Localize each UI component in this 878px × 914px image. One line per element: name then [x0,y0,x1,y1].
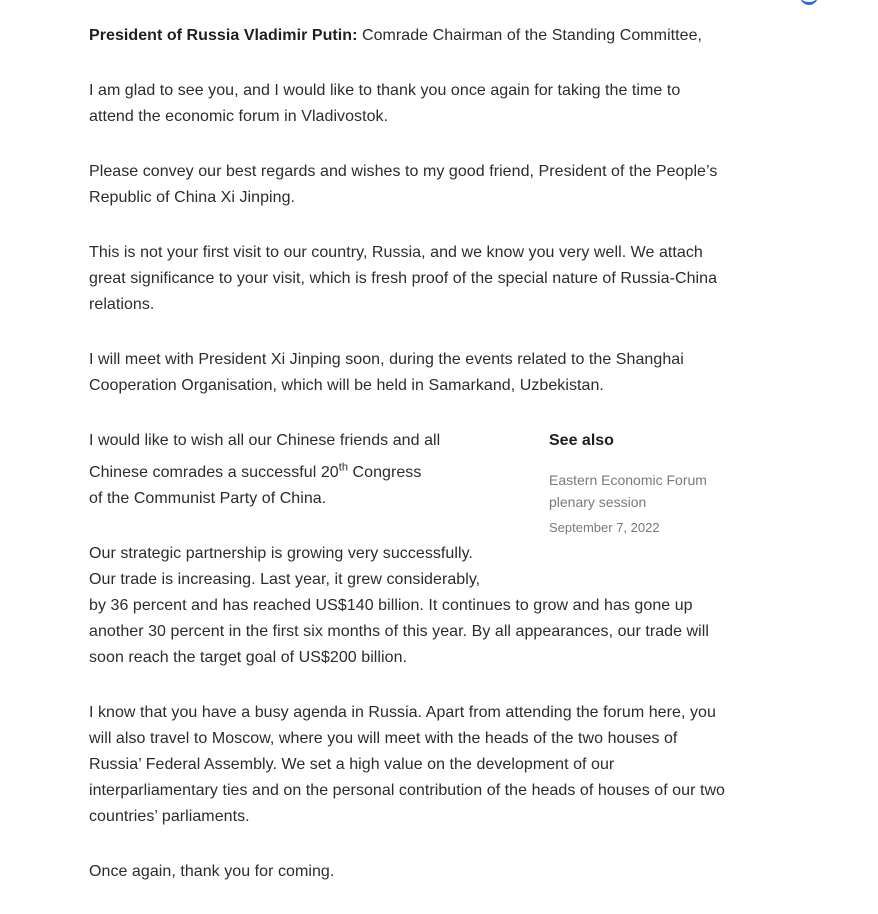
transcript-paragraph: Once again, thank you for coming. [89,863,335,880]
transcript-paragraph [89,541,734,671]
paragraph-text: Comrade Chairman of the Standing Committee, [357,27,703,44]
paragraph-text: Congress [348,464,422,481]
transcript-paragraph: This is not your first visit to our country, Russia, and we know you very well. We attach great significance to your visit, which is fresh proof of the special nature of Russia-China relations. [89,244,718,313]
transcript-paragraph: I am glad to see you, and I would like to thank you once again for taking the time to attend the economic forum in Vladivostok. [89,82,681,125]
paragraph-text: by 36 percent and has reached US$140 billion. It continues to grow and has gone up another 30 percent in the first six months of this year. By all appearances, our trade will soon reach the target goal of US$200 billion. [89,597,709,666]
loading-arc-icon [800,0,818,5]
paragraph-line: of the Communist Party of China. [89,490,327,507]
transcript-paragraph: I know that you have a busy agenda in Russia. Apart from attending the forum here, you will also travel to Moscow, where you will meet with the heads of the two houses of Russia’ Federal Assembly. We set a high value on the development of our interparliamentary ties and on the personal contribution of the heads of houses of our two countries’ parliaments. [89,704,725,825]
see-also-panel [549,430,739,538]
transcript-paragraph [89,23,734,49]
see-also-title: See also [549,432,614,449]
speaker-label: President of Russia Vladimir Putin: [89,27,358,44]
transcript-paragraph: Please convey our best regards and wishes to my good friend, President of the People’s Republic of China Xi Jinping. [89,163,718,206]
paragraph-line: Our strategic partnership is growing very successfully. [89,545,473,562]
paragraph-line: Our trade is increasing. Last year, it grew considerably, [89,571,481,588]
superscript-text: th [338,461,349,474]
paragraph-text: Chinese comrades a successful 20 [89,464,339,481]
transcript-paragraph [89,428,469,512]
paragraph-line: I would like to wish all our Chinese friends and all [89,432,441,449]
paragraph-line [89,460,469,486]
see-also-link[interactable]: Eastern Economic Forum plenary session [549,472,707,510]
transcript-paragraph: I will meet with President Xi Jinping soon, during the events related to the Shanghai Cooperation Organisation, which will be held in Samarkand, Uzbekistan. [89,351,684,394]
see-also-date: September 7, 2022 [549,520,660,535]
